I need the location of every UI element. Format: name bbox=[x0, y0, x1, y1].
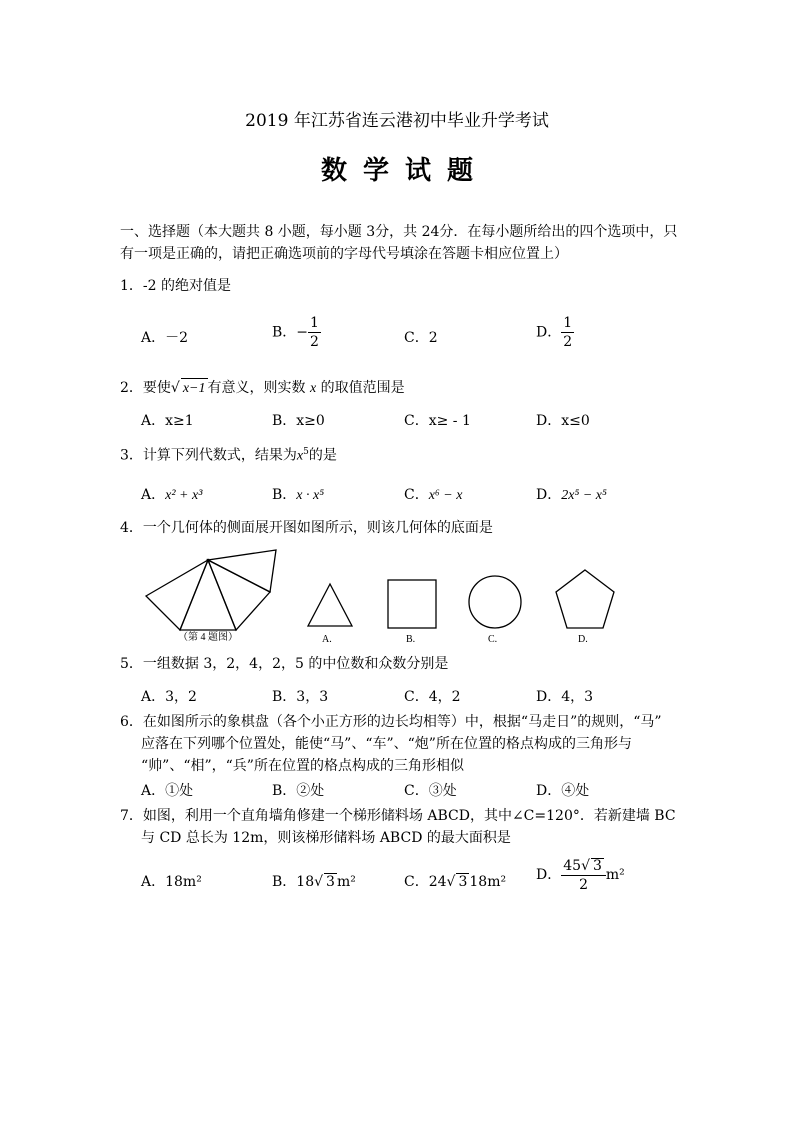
option-label: C． bbox=[404, 487, 429, 503]
question-2-option-a: A．x≥1 bbox=[141, 413, 194, 429]
stem-text: 有意义，则实数 bbox=[207, 380, 306, 396]
question-4-figure bbox=[140, 548, 620, 648]
stem-text: 的取值范围是 bbox=[320, 380, 405, 396]
question-1-option-a: A．－2 bbox=[141, 330, 189, 346]
question-2-option-b: B．x≥0 bbox=[272, 413, 325, 429]
question-7-stem-line2: 与 CD 总长为 12m，则该梯形储料场 ABCD 的最大面积是 bbox=[141, 830, 511, 846]
radical-sign: √ bbox=[581, 858, 590, 874]
option-text: D． bbox=[536, 867, 562, 883]
question-6-option-c: C．③处 bbox=[404, 783, 457, 799]
question-2-option-c: C．x≥ - 1 bbox=[404, 413, 471, 429]
question-7-option-d bbox=[536, 858, 625, 892]
question-3-option-a bbox=[141, 484, 202, 504]
option-d-label: D. bbox=[578, 634, 588, 645]
stem-text: 的是 bbox=[308, 447, 337, 464]
circle-shape bbox=[469, 576, 521, 628]
question-6-stem-line2: 应落在下列哪个位置处，能使“马”、“车”、“炮”所在位置的格点构成的三角形与 bbox=[141, 736, 632, 752]
option-d-prefix: D． bbox=[536, 324, 562, 341]
question-7-stem-line1: 7．如图，利用一个直角墙角修建一个梯形储料场 ABCD，其中∠C=120°．若新建墙 BC bbox=[120, 808, 676, 824]
fraction bbox=[308, 316, 321, 349]
question-3-option-b bbox=[272, 484, 324, 504]
fraction bbox=[561, 316, 574, 349]
question-7-option-c bbox=[404, 871, 506, 891]
question-2-option-d: D．x≤0 bbox=[536, 413, 590, 429]
square-shape bbox=[388, 580, 436, 628]
question-1-option-d bbox=[536, 316, 574, 349]
question-7-option-a: A．18m² bbox=[141, 874, 202, 890]
unit: 18m² bbox=[469, 874, 507, 890]
question-5-option-b: B．3，3 bbox=[272, 689, 329, 705]
question-6-option-b: B．②处 bbox=[272, 783, 325, 799]
section-instructions-line2: 有一项是正确的，请把正确选项前的字母代号填涂在答题卡相应位置上） bbox=[120, 246, 568, 262]
variable: x bbox=[296, 448, 304, 464]
stem-text: 2．要使 bbox=[120, 380, 171, 396]
radicand: 3 bbox=[458, 874, 468, 890]
option-math: x · x⁵ bbox=[296, 488, 325, 503]
question-5-option-d: D．4，3 bbox=[536, 689, 594, 705]
question-1-stem: 1．-2 的绝对值是 bbox=[120, 278, 231, 294]
question-5-option-c: C．4，2 bbox=[404, 689, 461, 705]
triangle-shape bbox=[308, 584, 352, 626]
exam-subtitle: 数学试题 bbox=[320, 156, 489, 186]
question-1-option-b bbox=[272, 316, 321, 349]
radical-sign: √ bbox=[314, 874, 324, 890]
question-6-option-a: A．①处 bbox=[141, 783, 194, 799]
question-6-stem-line3: “帅”、“相”，“兵”所在位置的格点构成的三角形相似 bbox=[141, 758, 464, 774]
figure-caption: （第 4 题图） bbox=[178, 632, 238, 643]
stem-text: 3．计算下列代数式，结果为 bbox=[120, 447, 297, 464]
option-b-prefix: B．− bbox=[272, 324, 309, 341]
option-math: x⁶ − x bbox=[428, 488, 463, 503]
option-text: B．18 bbox=[272, 874, 315, 890]
fraction-denominator: 2 bbox=[310, 334, 319, 350]
unit: m² bbox=[336, 874, 356, 890]
question-7-option-b bbox=[272, 871, 356, 891]
question-6-option-d: D．④处 bbox=[536, 783, 590, 799]
radicand: 3 bbox=[326, 874, 335, 890]
option-label: B． bbox=[272, 487, 297, 503]
fraction bbox=[561, 858, 606, 892]
variable: x bbox=[309, 381, 317, 396]
option-label: A． bbox=[141, 487, 166, 503]
option-math: 2x⁵ − x⁵ bbox=[561, 488, 607, 503]
question-1-option-c: C．2 bbox=[404, 330, 438, 346]
question-5-option-a: A．3，2 bbox=[141, 689, 197, 705]
fraction-numerator: 1 bbox=[563, 315, 573, 331]
question-6-stem-line1: 6．在如图所示的象棋盘（各个小正方形的边长均相等）中，根据“马走日”的规则，“马” bbox=[120, 714, 662, 730]
development-net-figure bbox=[146, 550, 276, 630]
unit: m² bbox=[605, 867, 625, 883]
radicand: 3 bbox=[592, 858, 602, 874]
fraction-denominator: 2 bbox=[563, 334, 573, 350]
option-text: C．24 bbox=[404, 874, 447, 890]
fraction-numerator bbox=[561, 858, 606, 876]
section-instructions-line1: 一、选择题（本大题共 8 小题，每小题 3分，共 24分．在每小题所给出的四个选项中，只 bbox=[120, 224, 678, 240]
question-3-option-c bbox=[404, 484, 462, 504]
exponent: 5 bbox=[303, 447, 309, 457]
fraction-numerator: 1 bbox=[310, 315, 319, 331]
net-triangle-3 bbox=[208, 560, 270, 630]
radical-sign: √ bbox=[446, 874, 456, 890]
option-label: D． bbox=[536, 487, 562, 503]
option-b-label: B. bbox=[406, 634, 416, 645]
coefficient: 45 bbox=[563, 858, 582, 874]
question-5-stem: 5．一组数据 3，2，4，2，5 的中位数和众数分别是 bbox=[120, 656, 449, 672]
option-a-label: A. bbox=[322, 634, 332, 645]
question-4-stem: 4．一个几何体的侧面展开图如图所示，则该几何体的底面是 bbox=[120, 520, 493, 536]
fraction-denominator: 2 bbox=[579, 877, 589, 893]
exam-title: 2019 年江苏省连云港初中毕业升学考试 bbox=[245, 111, 549, 131]
question-3-option-d bbox=[536, 484, 607, 504]
radical-sign: √ bbox=[170, 380, 180, 396]
option-math: x² + x³ bbox=[165, 488, 203, 503]
net-triangle-1 bbox=[146, 560, 208, 630]
pentagon-shape bbox=[556, 570, 614, 628]
question-2-stem bbox=[120, 378, 405, 399]
question-3-stem bbox=[120, 442, 337, 467]
radicand: x−1 bbox=[181, 378, 208, 399]
option-c-label: C. bbox=[488, 634, 498, 645]
